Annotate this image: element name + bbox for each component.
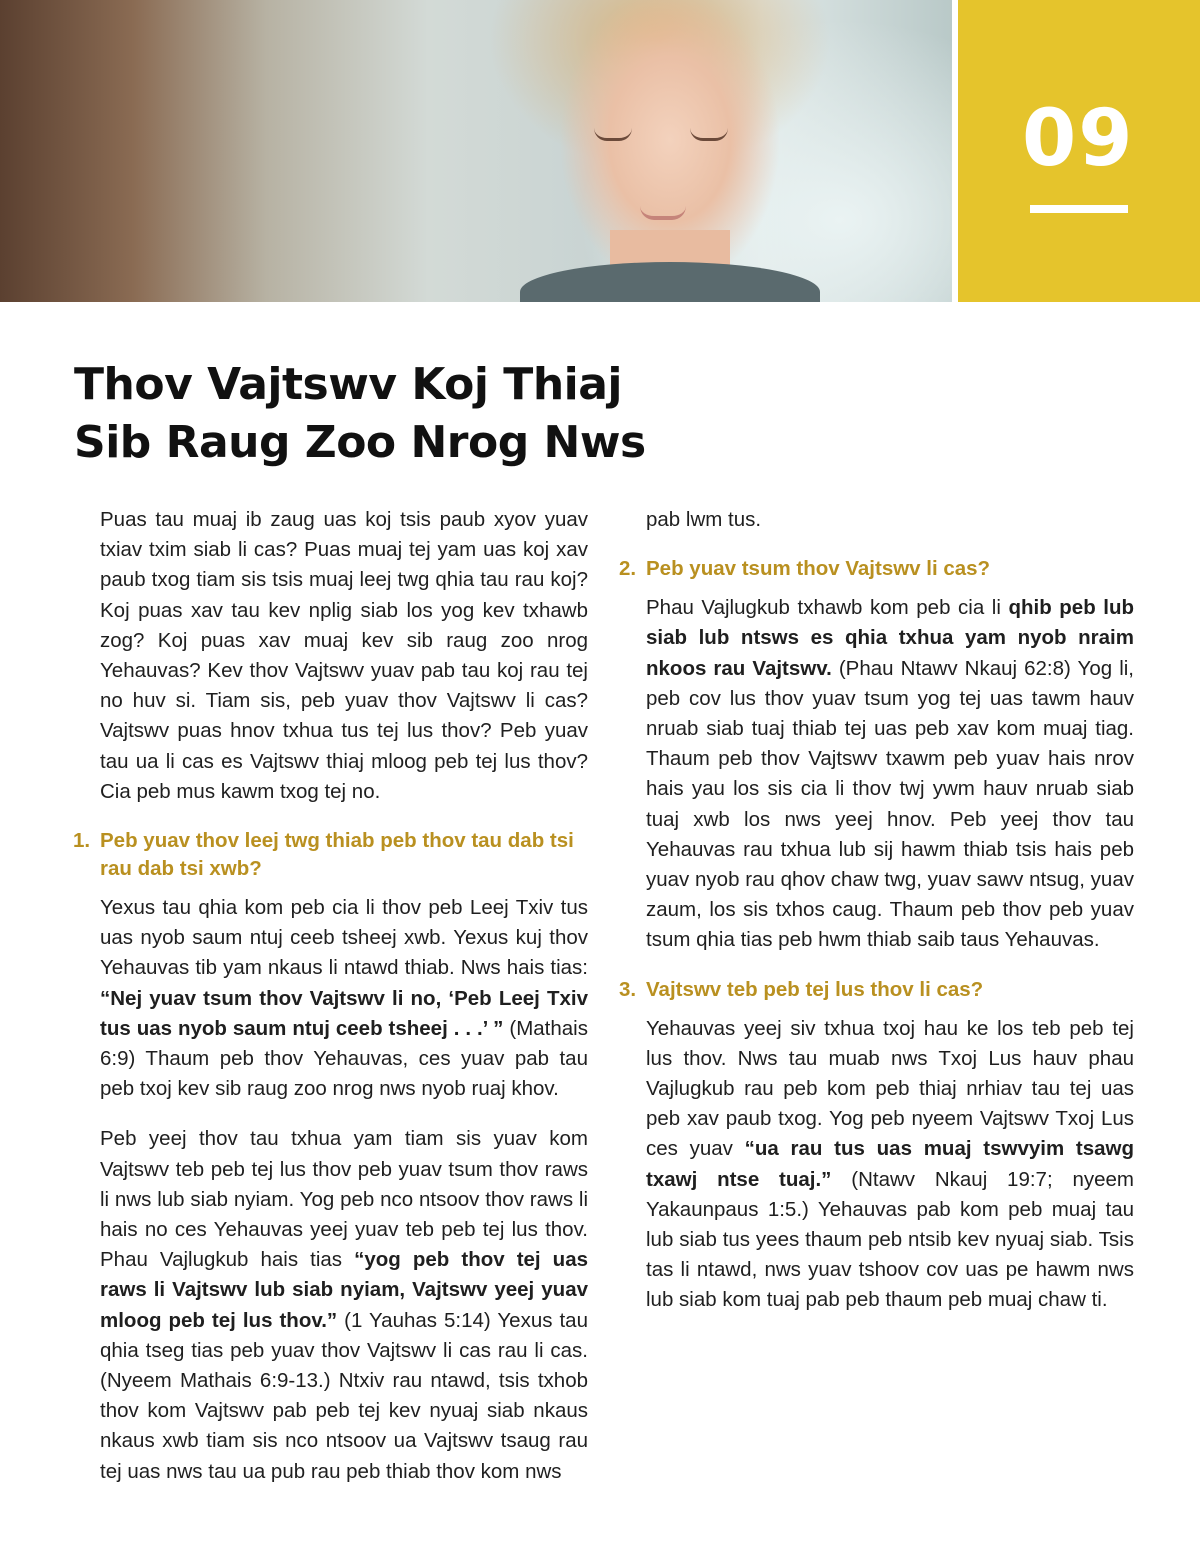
section-2-paragraph-1 (646, 593, 1134, 955)
header-photo (0, 0, 952, 302)
photo-right-eye (690, 128, 728, 141)
section-2-number: 2. (619, 557, 637, 581)
photo-shirt (520, 262, 820, 302)
section-2-p1-text-c: (Phau Ntawv Nkauj 62:8) Yog li, peb cov lus thov yuav tsum yog tej uas tawm hauv nruab siab tuaj thiab tej uas peb xav kom muaj tiag. Thaum peb thov Vajtswv txawm peb yuav hais nrov hais yau los sis cia li thov twj ywm hauv nruab siab tuaj xwb los nws yeej hnov. Peb yeej thov tau Yehauvas rau txhua lub sij hawm thiab tsis hais peb yuav nyob rau qhov chaw twg, yuav sawv ntsug, yuav zaum, los sis txhos caug. Thaum peb thov peb yuav tsum qhia tias peb hwm thiab saib taus Yehauvas. (646, 656, 1134, 952)
section-3-p1-quote: “ua rau tus uas muaj tswvyim tsawg txawj ntse tuaj.” (646, 1137, 1134, 1191)
section-1-p1-quote: “Nej yuav tsum thov Vajtswv li no, ‘Peb Leej Txiv tus uas nyob saum ntuj ceeb tsheej . . .’ ” (100, 986, 588, 1040)
section-1-p2-text-a: Peb yeej thov tau txhua yam tiam sis yuav kom Vajtswv teb peb tej lus thov peb yuav tsum thov raws li nws lub siab nyiam. Yog peb nco ntsoov thov raws li hais no ces Yehauvas yeej yuav teb peb tej lus thov. Phau Vajlugkub hais tias (100, 1127, 588, 1272)
section-1-paragraph-1 (100, 893, 588, 1104)
left-column (73, 505, 588, 1507)
section-2-heading (619, 555, 1134, 583)
section-1-paragraph-2-continued: pab lwm tus. (646, 508, 762, 531)
photo-left-eye (594, 128, 632, 141)
section-1-p1-text-c: (Mathais 6:9) Thaum peb thov Yehauvas, ces yuav pab tau peb txoj kev sib raug zoo nrog nws nyob ruaj khov. (100, 1016, 588, 1101)
section-3-heading (619, 976, 1134, 1004)
section-3-question: Vajtswv teb peb tej lus thov li cas? (646, 977, 984, 1001)
chapter-number-underline (1030, 205, 1128, 213)
section-2-question: Peb yuav tsum thov Vajtswv li cas? (646, 557, 991, 581)
section-2-p1-text-a: Phau Vajlugkub txhawb kom peb cia li (646, 596, 1009, 620)
page-title (74, 356, 646, 472)
page-title-line-1: Thov Vajtswv Koj Thiaj (74, 359, 623, 410)
section-1-p2-quote: “yog peb thov tej uas raws li Vajtswv lub siab nyiam, Vajtswv yeej yuav mloog peb tej lus thov.” (100, 1248, 588, 1332)
section-1-question: Peb yuav thov leej twg thiab peb thov tau dab tsi rau dab tsi xwb? (100, 829, 574, 881)
section-3-number: 3. (619, 977, 637, 1001)
section-2-p1-quote: qhib peb lub siab lub ntsws es qhia txhua yam nyob nraim nkoos rau Vajtswv. (646, 596, 1135, 680)
intro-paragraph: Puas tau muaj ib zaug uas koj tsis paub xyov yuav txiav txim siab li cas? Puas muaj tej yam uas koj xav paub txog tiam sis tsis muaj leej twg qhia tau rau koj? Koj puas xav tau kev nplig siab los yog kev txhawb zog? Koj puas xav muaj kev sib raug zoo nrog Yehauvas? Kev thov Vajtswv yuav pab tau koj rau tej no huv si. Tiam sis, peb yuav thov Vajtswv li cas? Vajtswv puas hnov txhua tus tej lus thov? Peb yuav tau ua li cas es Vajtswv thiaj mloog peb tej lus thov? Cia peb mus kawm txog tej no. (100, 508, 588, 803)
right-column (619, 505, 1135, 1336)
section-3-paragraph-1 (646, 1014, 1134, 1316)
page-title-line-2: Sib Raug Zoo Nrog Nws (74, 417, 646, 468)
chapter-number: 09 (1022, 94, 1135, 184)
photo-lips (640, 206, 686, 220)
section-1-p2-text-c: (1 Yauhas 5:14) Yexus tau qhia tseg tias peb yuav thov Vajtswv li cas rau li cas. (Nyeem Mathais 6:9-13.) Ntxiv rau ntawd, tsis txhob thov kom Vajtswv pab peb tej kev nyuaj siab nkaus nkaus xwb tiam sis nco ntsoov ua Vajtswv tsaug rau tej uas nws tau ua pub rau peb thiab thov kom nws (100, 1308, 588, 1483)
section-3-p1-text-a: Yehauvas yeej siv txhua txoj hau ke los teb peb tej lus thov. Nws tau muab nws Txoj Lus hauv phau Vajlugkub rau peb kom peb thiaj nrhiav tau tej uas peb xav paub txog. Yog peb nyeem Vajtswv Txoj Lus ces yuav (646, 1016, 1134, 1161)
section-1-heading (73, 827, 588, 883)
section-1-number: 1. (73, 829, 91, 853)
section-3-p1-text-c: (Ntawv Nkauj 19:7; nyeem Yakaunpaus 1:5.) Yehauvas pab kom peb muaj tau lub siab tus yees thaum peb ntsib kev nyuaj siab. Tsis tas li ntawd, nws yuav tshoov cov uas pe hawm nws lub siab kom tuaj pab peb thaum peb muaj chaw ti. (646, 1167, 1134, 1312)
section-1-paragraph-2 (100, 1124, 588, 1486)
section-1-p1-text-a: Yexus tau qhia kom peb cia li thov peb Leej Txiv tus uas nyob saum ntuj ceeb tsheej xwb. Yexus kuj thov Yehauvas tib yam nkaus li ntawd thiab. Nws hais tias: (100, 896, 588, 980)
